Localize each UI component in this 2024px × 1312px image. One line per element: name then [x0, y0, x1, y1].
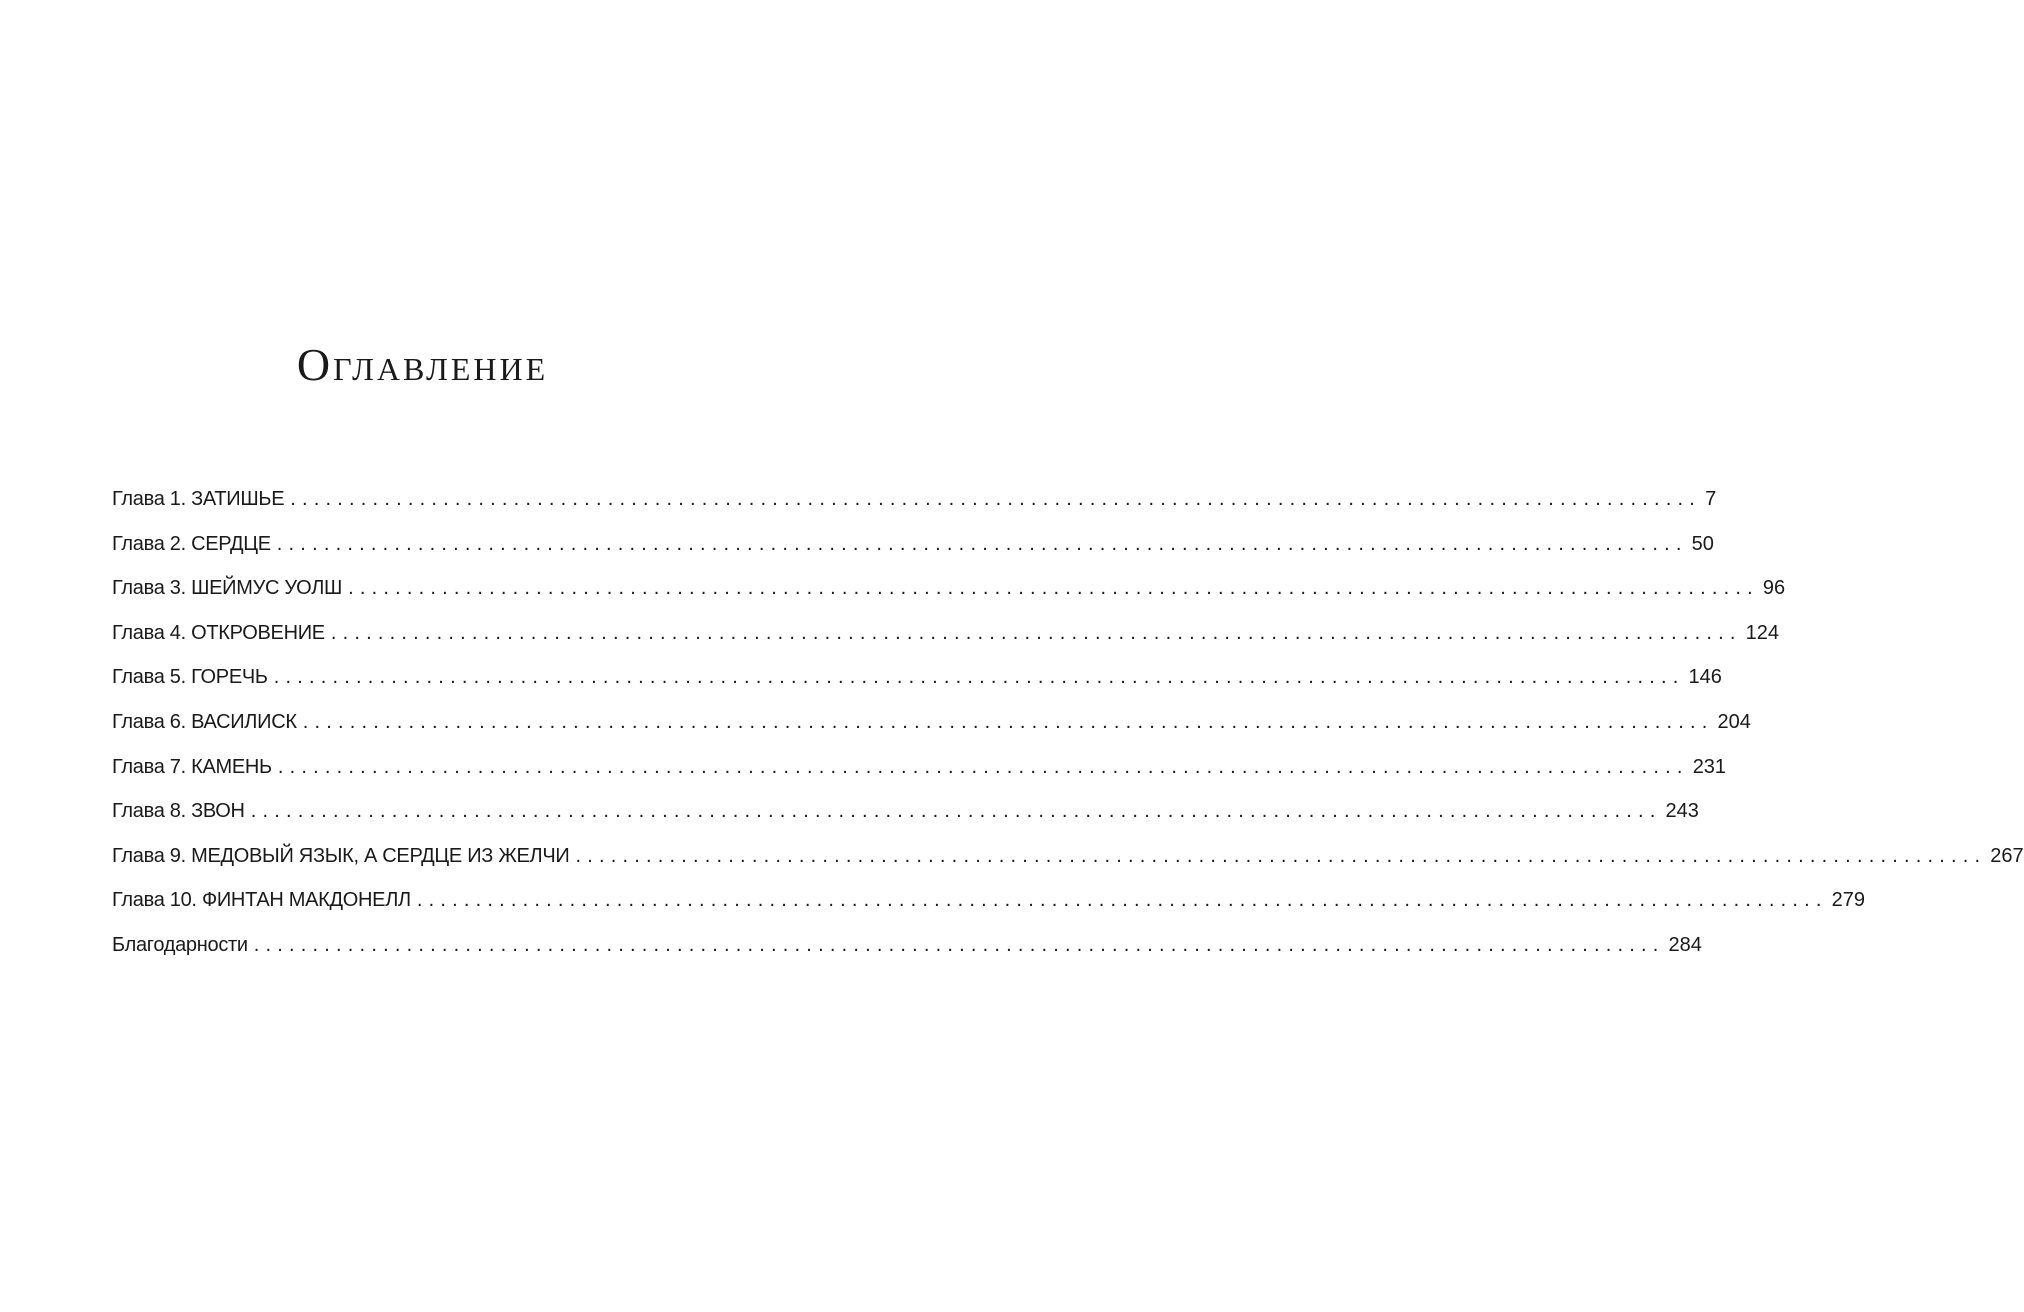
toc-leader-dots: ........................................................................................................................: [348, 577, 1759, 600]
toc-entry-label: Глава 3. ШЕЙМУС УОЛШ: [112, 577, 343, 600]
toc-leader-dots: ........................................................................................................................: [290, 488, 1702, 510]
toc-leader-dots: ........................................................................................................................: [416, 889, 1828, 912]
toc-entry: [112, 793, 1699, 838]
toc-entry-label: Глава 1. ЗАТИШЬЕ: [112, 488, 285, 510]
toc-leader-dots: ........................................................................................................................: [273, 666, 1685, 689]
toc-entry: [112, 481, 1717, 526]
toc-entry: [112, 838, 2024, 883]
toc-entry-label: Глава 10. ФИНТАН МАКДОНЕЛЛ: [112, 889, 411, 912]
toc-entry: [112, 659, 1722, 704]
toc-entry: [112, 704, 1751, 749]
toc-entry-page: 96: [1762, 577, 1786, 600]
toc-entry: [112, 927, 1702, 972]
toc-entry-label: Глава 6. ВАСИЛИСК: [112, 710, 297, 733]
page-title: Оглавление: [296, 339, 549, 390]
toc-entry-label: Глава 8. ЗВОН: [112, 800, 245, 823]
toc-leader-dots: ........................................................................................................................: [276, 532, 1688, 555]
toc-leader-dots: ........................................................................................................................: [253, 933, 1665, 956]
toc-leader-dots: ........................................................................................................................: [277, 755, 1689, 778]
toc-entry-page: 146: [1688, 666, 1722, 689]
toc-entry-label: Глава 2. СЕРДЦЕ: [112, 532, 271, 555]
toc-entry-label: Глава 4. ОТКРОВЕНИЕ: [112, 621, 325, 644]
table-of-contents: [112, 481, 2024, 972]
toc-entry-label: Глава 9. МЕДОВЫЙ ЯЗЫК, А СЕРДЦЕ ИЗ ЖЕЛЧИ: [112, 844, 570, 867]
toc-leader-dots: ........................................................................................................................: [330, 621, 1742, 644]
toc-entry-label: Глава 5. ГОРЕЧЬ: [112, 666, 268, 689]
toc-entry: [112, 749, 1727, 794]
toc-entry-label: Глава 7. КАМЕНЬ: [112, 755, 272, 778]
toc-entry: [112, 615, 1780, 660]
toc-entry-page: 243: [1665, 800, 1699, 823]
toc-leader-dots: ........................................................................................................................: [302, 710, 1714, 733]
toc-entry-page: 124: [1745, 621, 1780, 644]
toc-entry: [112, 570, 1786, 615]
toc-entry-page: 279: [1831, 889, 1866, 912]
toc-entry-label: Благодарности: [112, 933, 248, 956]
toc-entry-page: 267: [1990, 844, 2024, 867]
toc-entry-page: 204: [1717, 710, 1751, 733]
toc-entry: [112, 526, 1714, 571]
toc-entry-page: 7: [1705, 488, 1717, 510]
toc-entry-page: 284: [1668, 933, 1702, 956]
toc-leader-dots: ........................................................................................................................: [575, 844, 1987, 867]
toc-entry-page: 231: [1692, 755, 1727, 778]
toc-entry-page: 50: [1691, 532, 1714, 555]
toc-leader-dots: ........................................................................................................................: [250, 800, 1662, 823]
toc-entry: [112, 882, 1866, 927]
